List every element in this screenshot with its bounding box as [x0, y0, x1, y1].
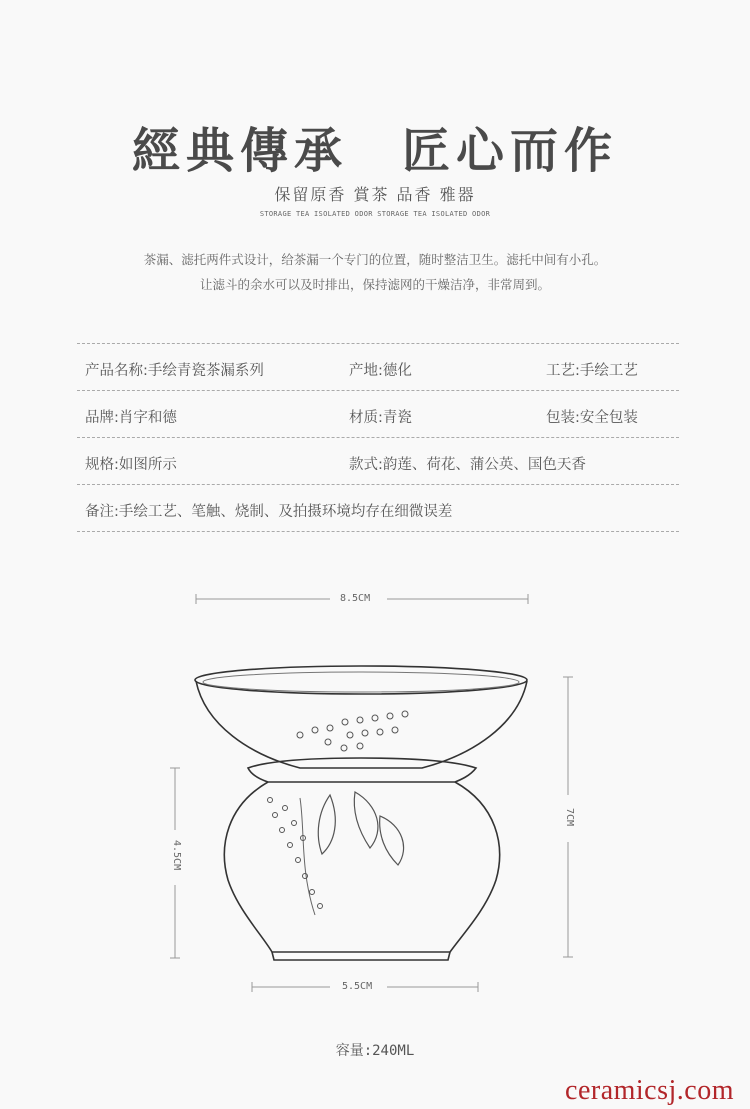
tea-strainer-illustration — [195, 666, 527, 960]
spec-craft: 工艺:手绘工艺 — [546, 363, 638, 379]
spec-row — [77, 343, 679, 390]
dimension-label-base-height: 4.5CM — [171, 840, 182, 871]
spec-product-name: 产品名称:手绘青瓷茶漏系列 — [85, 363, 264, 379]
spec-packaging: 包装:安全包装 — [546, 410, 638, 426]
spec-note: 备注:手绘工艺、笔触、烧制、及拍摄环境均存在细微误差 — [85, 504, 453, 520]
description-line-1: 茶漏、滤托两件式设计，给茶漏一个专门的位置，随时整洁卫生。滤托中间有小孔。 — [143, 252, 607, 267]
spec-row — [77, 390, 679, 437]
page-subtitle-english: STORAGE TEA ISOLATED ODOR STORAGE TEA ISOLATED ODOR — [259, 210, 491, 218]
spec-table — [77, 343, 679, 532]
spec-brand: 品牌:肖字和德 — [85, 410, 177, 426]
spec-style: 款式:韵莲、荷花、蒲公英、国色天香 — [349, 457, 586, 473]
spec-row — [77, 437, 679, 484]
product-sketch — [0, 580, 750, 1010]
dimension-label-top-width: 8.5CM — [340, 593, 371, 604]
spec-row — [77, 484, 679, 532]
page-subtitle: 保留原香 賞茶 品香 雅器 — [274, 185, 476, 204]
dimension-label-total-height: 7CM — [564, 808, 575, 827]
dimension-label-base-width: 5.5CM — [342, 981, 373, 992]
description-line-2: 让滤斗的余水可以及时排出，保持滤网的干燥洁净，非常周到。 — [199, 277, 550, 292]
capacity-label: 容量:240ML — [335, 1043, 415, 1059]
spec-material: 材质:青瓷 — [349, 410, 412, 426]
page-title: 經典傳承 匠心而作 — [131, 123, 618, 179]
spec-size: 规格:如图所示 — [85, 457, 177, 473]
watermark-text: ceramicsj.com — [565, 1075, 734, 1106]
spec-origin: 产地:德化 — [349, 363, 412, 379]
